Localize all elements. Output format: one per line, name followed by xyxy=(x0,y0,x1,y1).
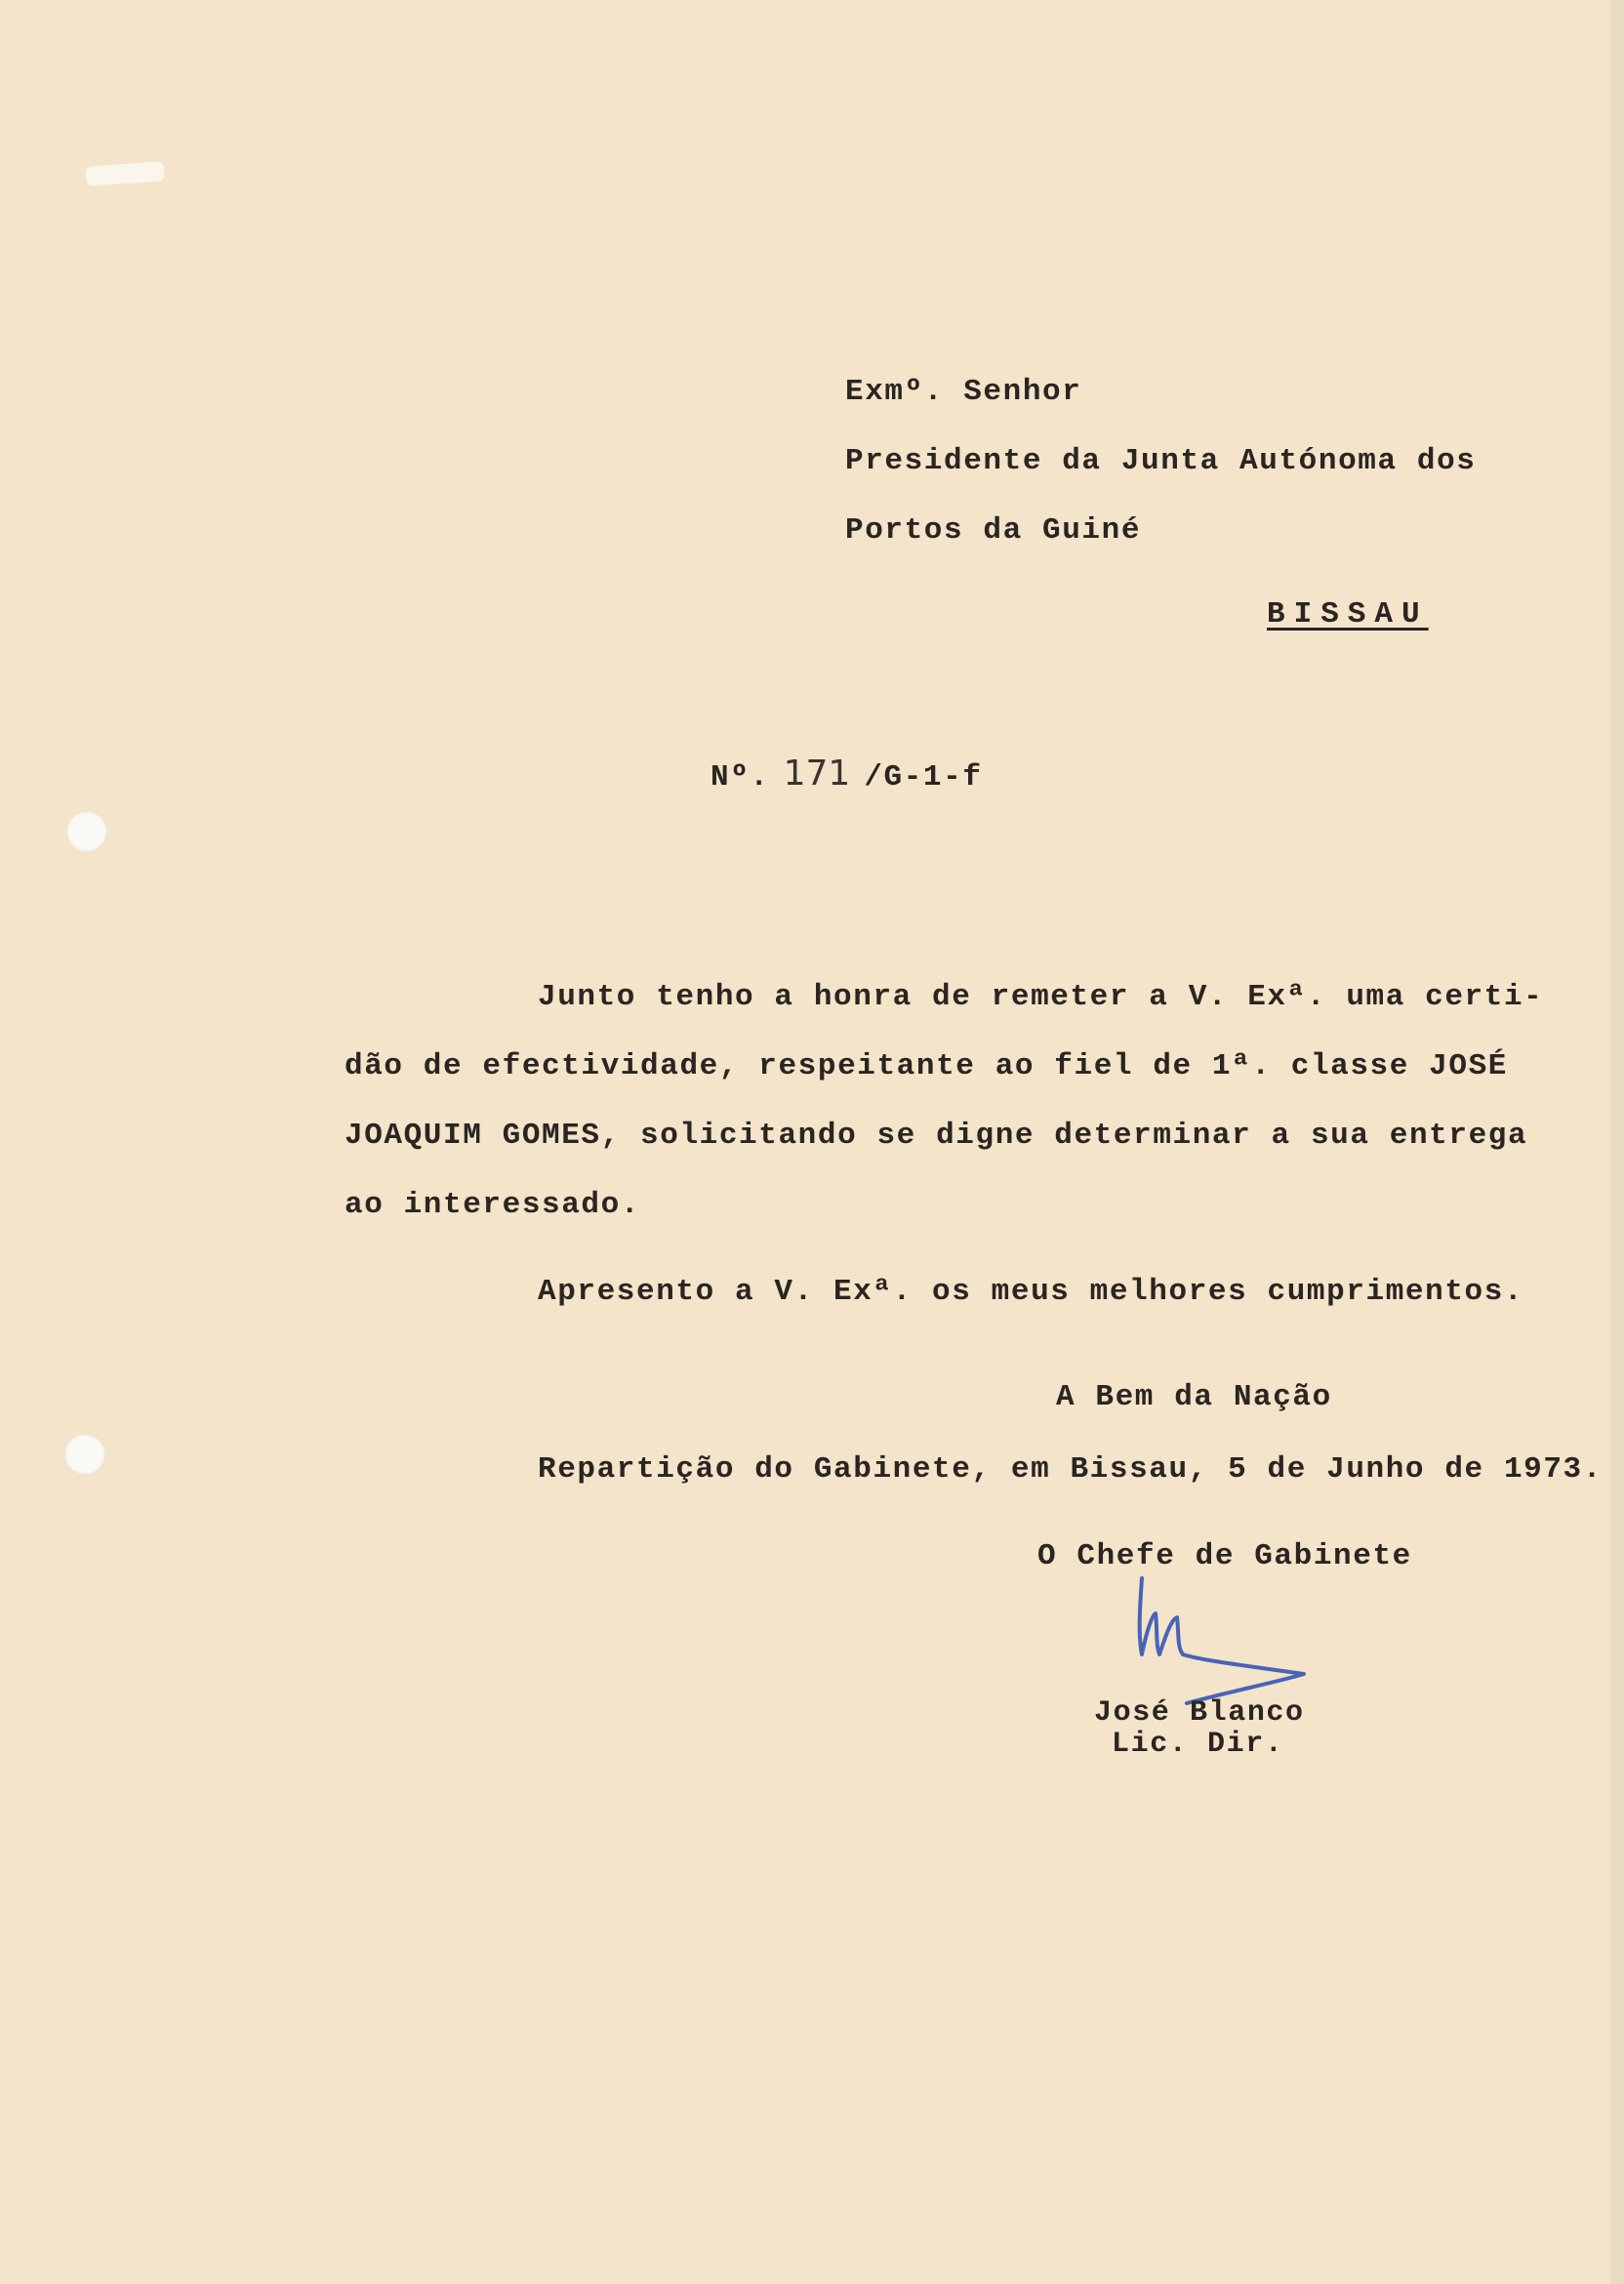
reference-handwritten-number: 171 xyxy=(783,754,851,794)
punch-hole-icon xyxy=(66,811,107,852)
paper-edge xyxy=(1610,0,1624,2284)
addressee-salutation: Exmº. Senhor xyxy=(845,375,1082,409)
tape-residue xyxy=(85,161,164,186)
signatory-name: José Blanco xyxy=(1094,1696,1305,1730)
signatory-credential: Lic. Dir. xyxy=(1112,1728,1284,1761)
addressee-city: BISSAU xyxy=(1267,597,1429,632)
body-line-3: JOAQUIM GOMES, solicitando se digne determinar a sua entrega xyxy=(345,1119,1528,1153)
body-line-2: dão de efectividade, respeitante ao fiel de 1ª. classe JOSÉ xyxy=(345,1049,1508,1083)
signatory-title: O Chefe de Gabinete xyxy=(1037,1539,1412,1573)
reference-prefix: Nº. xyxy=(710,760,770,795)
reference-number xyxy=(710,754,983,795)
signature-stroke xyxy=(1140,1578,1304,1703)
closing-formula: A Bem da Nação xyxy=(1056,1380,1332,1414)
addressee-title-line-2: Portos da Guiné xyxy=(845,513,1142,548)
body-line-4: ao interessado. xyxy=(345,1188,641,1222)
reference-suffix: /G-1-f xyxy=(864,760,983,795)
body-line-1: Junto tenho a honra de remeter a V. Exª. uma certi- xyxy=(538,980,1544,1014)
addressee-title-line-1: Presidente da Junta Autónoma dos xyxy=(845,444,1477,478)
punch-hole-icon xyxy=(64,1434,105,1475)
place-and-date: Repartição do Gabinete, em Bissau, 5 de Junho de 1973. xyxy=(538,1452,1603,1487)
body-line-5: Apresento a V. Exª. os meus melhores cumprimentos. xyxy=(538,1275,1524,1309)
